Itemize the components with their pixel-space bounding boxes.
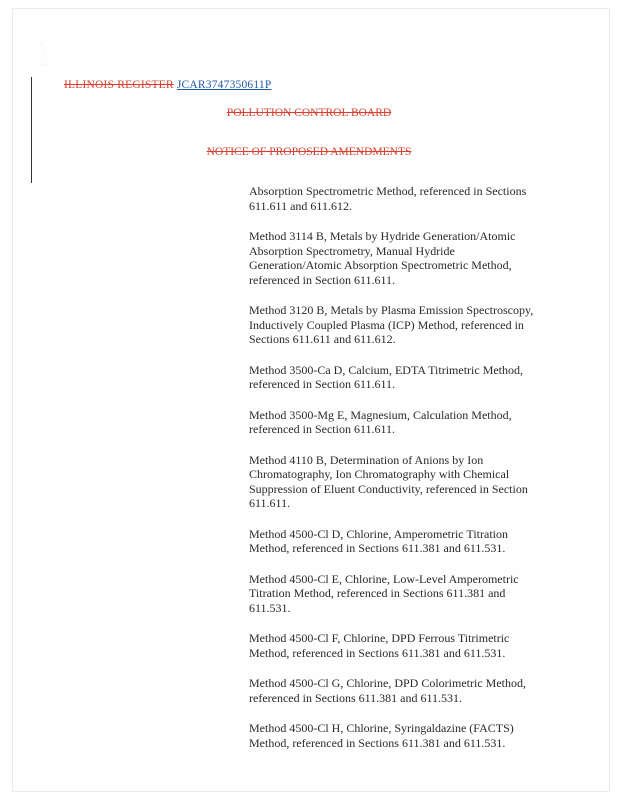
method-list — [249, 184, 539, 766]
board-title-deleted: POLLUTION CONTROL BOARD — [226, 107, 392, 119]
list-item: Method 4500-Cl E, Chlorine, Low-Level Amperometric Titration Method, referenced in Sections 611.381 and 611.531. — [249, 571, 519, 615]
scan-specks: · · · · — [40, 42, 47, 68]
register-title-deleted: ILLINOIS REGISTER — [64, 79, 174, 91]
list-item: Method 4500-Cl F, Chlorine, DPD Ferrous Titrimetric Method, referenced in Sections 611.381 and 611.531. — [249, 631, 510, 660]
list-item: Method 4110 B, Determination of Anions by Ion Chromatography, Ion Chromatography with Chemical Suppression of Eluent Conductivity, referenced in Section 611.611. — [249, 452, 528, 510]
notice-title-deleted: NOTICE OF PROPOSED AMENDMENTS — [206, 146, 412, 158]
list-item: Method 3500-Ca D, Calcium, EDTA Titrimetric Method, referenced in Section 611.611. — [249, 362, 524, 391]
list-item: Method 3114 B, Metals by Hydride Generation/Atomic Absorption Spectrometry, Manual Hydride Generation/Atomic Absorption Spectrometric Method, referenced in Section 611.611. — [249, 229, 516, 287]
list-item: Method 3120 B, Metals by Plasma Emission Spectroscopy, Inductively Coupled Plasma (ICP) Method, referenced in Sections 611.611 and 611.612. — [249, 303, 534, 346]
list-item: Method 4500-Cl H, Chlorine, Syringaldazine (FACTS) Method, referenced in Sections 611.381 and 611.531. — [249, 721, 514, 750]
list-item: Method 4500-Cl D, Chlorine, Amperometric Titration Method, referenced in Sections 611.381 and 611.531. — [249, 526, 508, 555]
list-item: Method 3500-Mg E, Magnesium, Calculation Method, referenced in Section 611.611. — [249, 407, 512, 436]
register-code-inserted: JCAR3747350611P — [176, 79, 272, 91]
revision-bar — [31, 77, 32, 183]
register-header — [64, 79, 271, 91]
list-item: Method 4500-Cl G, Chlorine, DPD Colorimetric Method, referenced in Sections 611.381 and 611.531. — [249, 676, 526, 705]
board-heading — [0, 107, 618, 119]
list-item: Absorption Spectrometric Method, referenced in Sections 611.611 and 611.612. — [249, 184, 527, 213]
notice-heading — [0, 146, 618, 158]
